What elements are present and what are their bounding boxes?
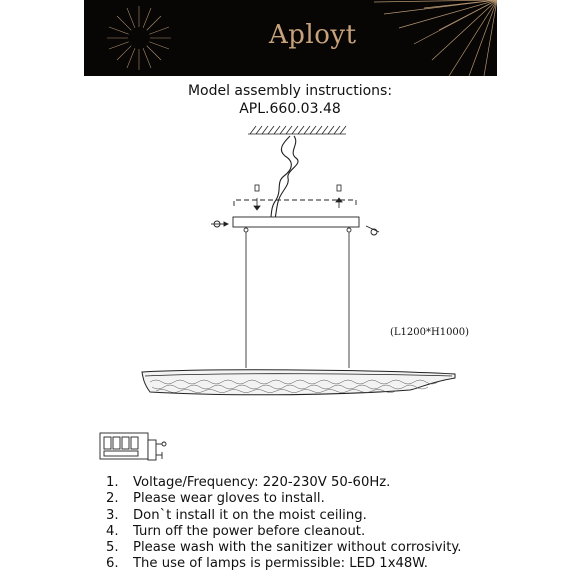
brand-header: [84, 0, 497, 76]
ceiling-hatch: [248, 126, 346, 134]
list-item: 2. Please wear gloves to install.: [106, 491, 325, 507]
power-wires: [270, 136, 298, 224]
brand-logo: Aployt: [269, 20, 357, 50]
terminal-block-diagram: [98, 430, 168, 466]
list-item: 5. Please wash with the sanitizer without corrosivity.: [106, 540, 462, 556]
list-item: 1. Voltage/Frequency: 220-230V 50-60Hz.: [106, 475, 391, 490]
model-number: APL.660.03.48: [239, 101, 341, 117]
suspension-cables: [244, 228, 351, 368]
lamp-assembly-diagram: [0, 120, 580, 410]
list-item: 4. Turn off the power before cleanout.: [106, 523, 366, 539]
screw-icons: [254, 185, 342, 210]
instructions-list: [106, 475, 462, 573]
list-item: 3. Don`t install it on the moist ceiling.: [106, 507, 367, 523]
list-item: 6. The use of lamps is permissible: LED 1x48W.: [106, 556, 428, 572]
luminaire-body: [142, 370, 455, 395]
dimensions-label: (L1200*H1000): [390, 327, 470, 338]
mounting-bracket: [233, 200, 359, 227]
instructions-title: Model assembly instructions:: [187, 83, 393, 99]
